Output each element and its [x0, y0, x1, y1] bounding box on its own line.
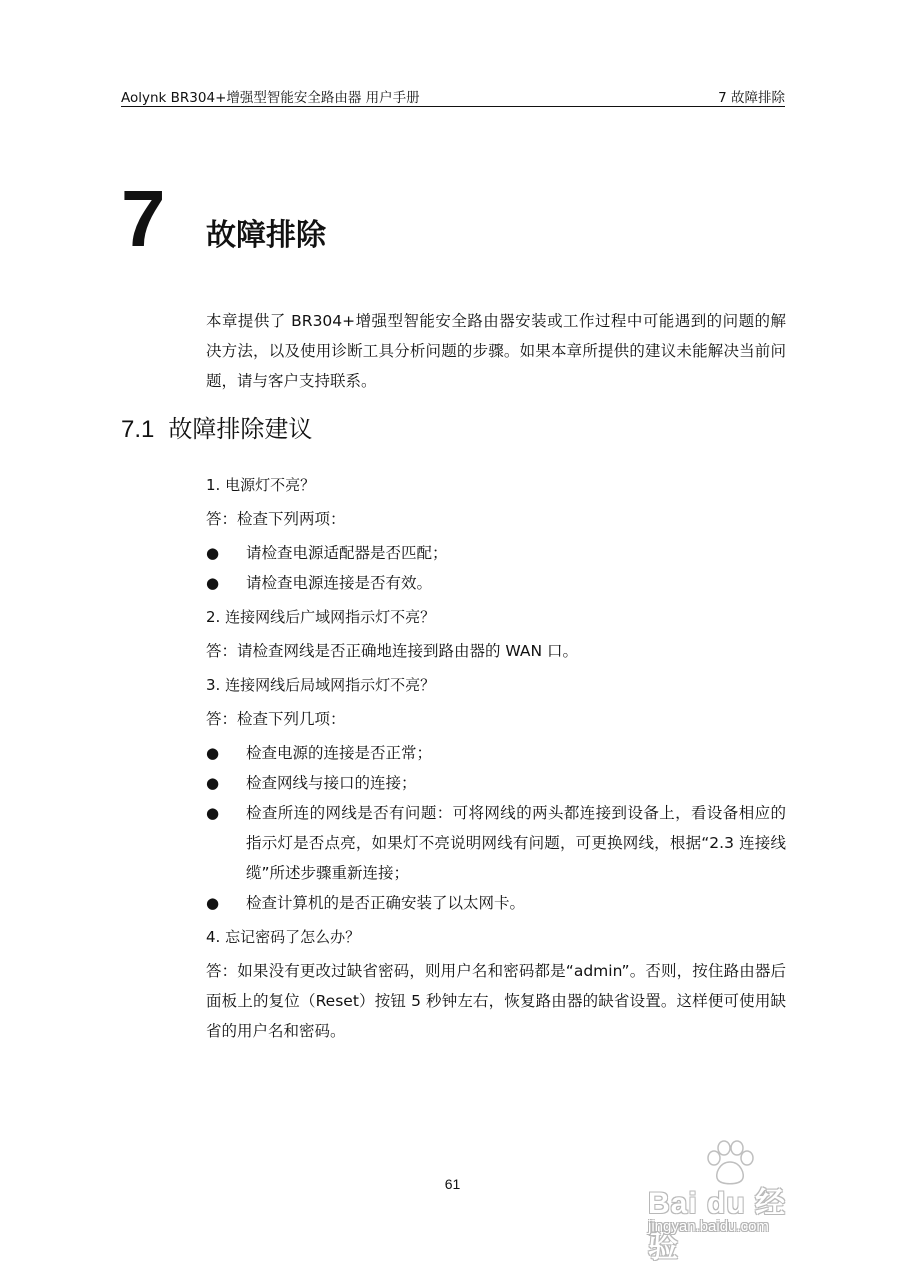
list-item: ● 请检查电源连接是否有效。: [206, 568, 786, 598]
section-heading: [121, 412, 312, 447]
bullet-icon: ●: [206, 574, 220, 592]
header-chapter-label: 7 故障排除: [718, 90, 785, 106]
bullet-icon: ●: [206, 544, 220, 562]
faq-question: 4. 忘记密码了怎么办？: [206, 928, 361, 946]
watermark-url: jingyan.baidu.com: [648, 1218, 769, 1235]
faq-question: 1. 电源灯不亮？: [206, 476, 316, 494]
faq-answer: 答：检查下列两项：: [206, 510, 346, 528]
faq-list: [206, 466, 786, 1046]
bullet-icon: ●: [206, 744, 220, 762]
list-item: ● 检查电源的连接是否正常；: [206, 738, 786, 768]
header-document-title: Aolynk BR304+增强型智能安全路由器 用户手册: [121, 90, 420, 106]
bullet-list: [206, 738, 786, 918]
watermark-brand: Bai du 经验: [648, 1187, 787, 1264]
faq-answer: 答：如果没有更改过缺省密码，则用户名和密码都是“admin”。否则，按住路由器后面板上的复位（Reset）按钮 5 秒钟左右，恢复路由器的缺省设置。这样便可使用缺省的用户名和密码。: [206, 962, 786, 1040]
chapter-intro: 本章提供了 BR304+增强型智能安全路由器安装或工作过程中可能遇到的问题的解决方法，以及使用诊断工具分析问题的步骤。如果本章所提供的建议未能解决当前问题，请与客户支持联系。: [206, 312, 786, 390]
bullet-icon: ●: [206, 894, 220, 912]
page-header: [121, 84, 785, 107]
list-item: ● 请检查电源适配器是否匹配；: [206, 538, 786, 568]
faq-question: 3. 连接网线后局域网指示灯不亮？: [206, 676, 436, 694]
page-number: 61: [444, 1176, 461, 1192]
bullet-list: [206, 538, 786, 598]
section-number: 7.1: [121, 416, 155, 443]
section-title: 故障排除建议: [168, 415, 313, 443]
baidu-watermark: [648, 1140, 798, 1264]
faq-question: 2. 连接网线后广域网指示灯不亮？: [206, 608, 436, 626]
bullet-icon: ●: [206, 774, 220, 792]
list-item: ● 检查所连的网线是否有问题：可将网线的两头都连接到设备上，看设备相应的指示灯是否点亮，如果灯不亮说明网线有问题，可更换网线，根据“2.3 连接线缆”所述步骤重新连接；: [206, 798, 786, 888]
faq-answer: 答：检查下列几项：: [206, 710, 346, 728]
list-item: ● 检查计算机的是否正确安装了以太网卡。: [206, 888, 786, 918]
list-item: ● 检查网线与接口的连接；: [206, 768, 786, 798]
bullet-icon: ●: [206, 804, 220, 822]
faq-answer: 答：请检查网线是否正确地连接到路由器的 WAN 口。: [206, 642, 579, 660]
chapter-number: 7: [121, 174, 166, 263]
chapter-title: 故障排除: [206, 218, 326, 253]
